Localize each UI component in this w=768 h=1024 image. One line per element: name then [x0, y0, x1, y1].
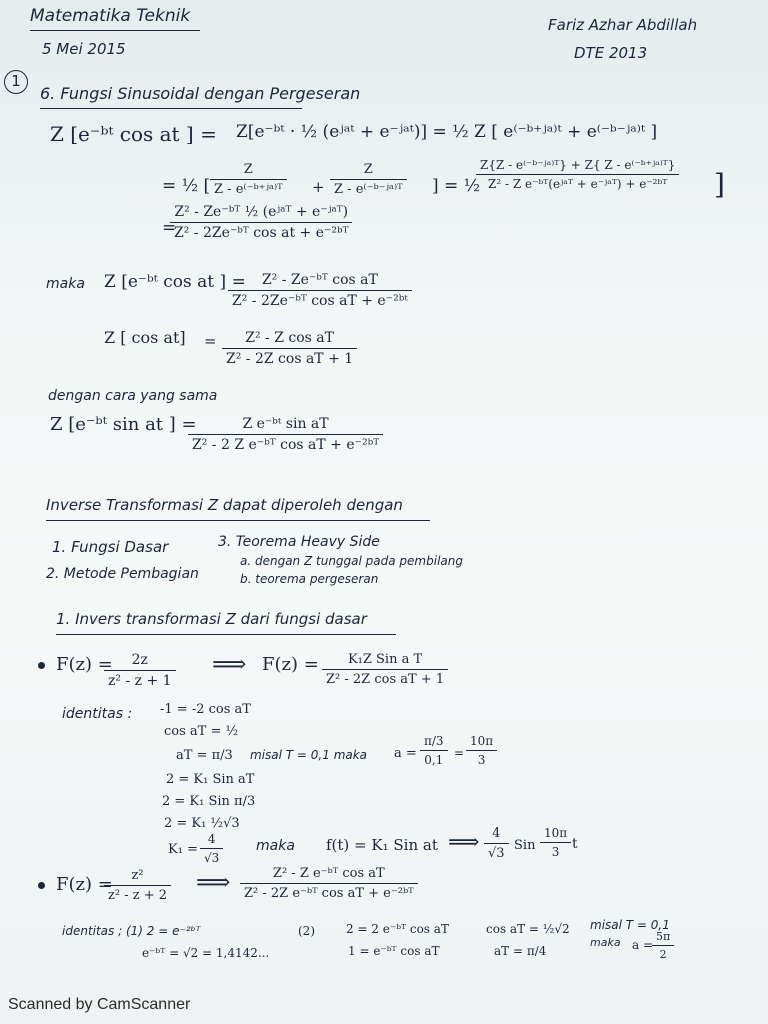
ex2-misal: misal T = 0,1: [590, 918, 670, 932]
ex1-ft-arg-numerator: 10π: [544, 826, 568, 840]
ex1-k1: 2 = K₁ Sin aT: [166, 772, 255, 787]
maka-frac: [228, 272, 412, 309]
deriv-line2-frac1: [210, 162, 287, 197]
ex2-ident-2-label: (2): [298, 924, 315, 938]
ex1-a-frac: [420, 734, 448, 767]
cos-bar: [222, 348, 357, 349]
ex2-maka: maka: [590, 936, 621, 949]
maka-denominator: Z² - 2Ze⁻ᵇᵀ cos aT + e⁻²ᵇᵗ: [232, 293, 408, 309]
ex1-bar: [104, 670, 176, 671]
deriv-line2-frac3: [476, 158, 679, 191]
ex1-k2: 2 = K₁ Sin π/3: [162, 794, 256, 809]
line3-bar: [170, 222, 352, 223]
section-heading-underline: [40, 108, 302, 109]
ex1-k4-numerator: 4: [207, 832, 216, 846]
ex1-rhs-denominator: Z² - 2Z cos aT + 1: [326, 672, 445, 687]
frac2-numerator: Z: [363, 162, 373, 177]
ex1-denominator: z² - z + 1: [108, 673, 172, 689]
frac2-denominator: Z - e⁽⁻ᵇ⁻ʲᵃ⁾ᵀ: [334, 182, 403, 197]
cos-eq: =: [204, 332, 217, 350]
method-3: 3. Teorema Heavy Side: [218, 534, 380, 550]
ex1-arrow: ⟹: [212, 650, 247, 678]
ex1-identitas-label: identitas :: [62, 706, 133, 722]
method-3a: a. dengan Z tunggal pada pembilang: [240, 554, 463, 568]
ex1-a-result: [466, 734, 497, 767]
ex1-maka: maka: [256, 838, 295, 854]
ex2-a-frac: [652, 930, 674, 961]
method-1: 1. Fungsi Dasar: [52, 538, 169, 556]
frac3-bar: [476, 174, 679, 175]
deriv-line3-frac: [170, 204, 352, 241]
maka-numerator: Z² - Ze⁻ᵇᵀ cos aT: [261, 272, 378, 288]
ex2-ident-2b: 1 = e⁻ᵇᵀ cos aT: [348, 944, 440, 958]
frac1-denominator: Z - e⁽⁻ᵇ⁺ʲᵃ⁾ᵀ: [214, 182, 283, 197]
ex1-ft-t: t: [572, 836, 578, 852]
ex2-rhs-frac: [240, 866, 418, 901]
maka-bar: [228, 290, 412, 291]
line3-numerator: Z² - Ze⁻ᵇᵀ ½ (eʲᵃᵀ + e⁻ʲᵃᵀ): [174, 204, 349, 220]
ex2-numerator: z²: [131, 868, 144, 883]
section-number: 1: [4, 70, 28, 94]
cos-numerator: Z² - Z cos aT: [245, 330, 334, 346]
ex1-k3: 2 = K₁ ½√3: [164, 816, 240, 831]
sin-frac: [188, 416, 383, 453]
section-heading: 6. Fungsi Sinusoidal dengan Pergeseran: [40, 84, 361, 103]
maka-lhs: Z [e⁻ᵇᵗ cos at ] =: [104, 272, 246, 292]
ex1-k4-frac: [200, 832, 223, 865]
ex1-ident2: cos aT = ½: [164, 724, 239, 739]
ex2-cos-res: cos aT = ½√2: [486, 922, 570, 936]
deriv-line2-close: ]: [714, 168, 725, 201]
ex2-ident-2a: 2 = 2 e⁻ᵇᵀ cos aT: [346, 922, 449, 936]
ex1-ft-coef-numerator: 4: [492, 826, 501, 841]
ex1-ft-sin: Sin: [514, 838, 536, 853]
subsection-underline: [56, 634, 396, 635]
ex1-ident3: aT = π/3: [176, 748, 233, 763]
ex2-rhs-bar: [240, 883, 418, 884]
cos-frac: [222, 330, 357, 367]
line3-denominator: Z² - 2Ze⁻ᵇᵀ cos at + e⁻²ᵇᵀ: [174, 225, 349, 241]
ex1-a-eq: =: [454, 746, 465, 760]
ex1-ident1: -1 = -2 cos aT: [160, 702, 251, 717]
ex1-ft-arrow: ⟹: [448, 830, 480, 855]
sin-bar: [188, 434, 383, 435]
ex1-ft: f(t) = K₁ Sin at: [326, 836, 438, 854]
ex2-rhs-denominator: Z² - 2Z e⁻ᵇᵀ cos aT + e⁻²ᵇᵀ: [244, 886, 414, 901]
ex1-rhs-lhs: F(z) =: [262, 654, 319, 675]
ex1-k4-bar: [200, 848, 223, 849]
ex1-numerator: 2z: [131, 652, 148, 668]
ex1-a-numerator: π/3: [424, 734, 444, 748]
example1-bullet: [38, 662, 45, 669]
sin-denominator: Z² - 2 Z e⁻ᵇᵀ cos aT + e⁻²ᵇᵀ: [192, 437, 380, 453]
frac1-bar: [210, 179, 287, 180]
ex1-a-result-numerator: 10π: [470, 734, 494, 748]
method-3b: b. teorema pergeseran: [240, 572, 379, 586]
course-title: Matematika Teknik: [30, 6, 191, 26]
deriv-line2-frac2: [330, 162, 407, 197]
ex2-rhs-numerator: Z² - Z e⁻ᵇᵀ cos aT: [272, 866, 385, 881]
cos-denominator: Z² - 2Z cos aT + 1: [226, 351, 354, 367]
ex1-rhs-frac: [322, 652, 448, 687]
ex1-ft-coef-denominator: √3: [488, 846, 505, 861]
frac3-numerator: Z{Z - e⁽⁻ᵇ⁻ʲᵃ⁾ᵀ} + Z{ Z - e⁽⁻ᵇ⁺ʲᵃ⁾ᵀ}: [480, 158, 676, 172]
ex2-arrow: ⟹: [196, 868, 231, 896]
maka-label: maka: [46, 276, 85, 292]
inverse-title: Inverse Transformasi Z dapat diperoleh dengan: [46, 496, 403, 514]
ex1-lhs: F(z) =: [56, 654, 113, 675]
ex1-ft-arg-denominator: 3: [551, 845, 560, 859]
subsection-title: 1. Invers transformasi Z dari fungsi dasar: [56, 610, 367, 628]
deriv-line2-plus: +: [312, 178, 325, 196]
ex1-a-lhs: a =: [394, 746, 417, 761]
sin-lhs: Z [e⁻ᵇᵗ sin at ] =: [50, 414, 197, 435]
ex1-k4-lhs: K₁ =: [168, 842, 198, 857]
ex1-ft-arg-bar: [540, 842, 571, 843]
ex2-a-numerator: 5π: [656, 930, 671, 943]
ex1-rhs-numerator: K₁Z Sin a T: [347, 652, 423, 667]
ex1-misal: misal T = 0,1 maka: [250, 748, 368, 762]
ex2-frac: [104, 868, 171, 903]
ex2-denominator: z² - z + 2: [108, 888, 167, 903]
cos-lhs: Z [ cos at]: [104, 328, 186, 347]
deriv-line1-mid: Z[e⁻ᵇᵗ · ½ (eʲᵃᵗ + e⁻ʲᵃᵗ)] = ½ Z [ e⁽⁻ᵇ⁺ʲᵃ⁾ᵗ + e⁽⁻ᵇ⁻ʲᵃ⁾ᵗ ]: [236, 122, 658, 142]
ex2-a-bar: [652, 945, 674, 946]
ex2-lhs: F(z) =: [56, 874, 113, 895]
ex1-a-result-bar: [466, 750, 497, 751]
deriv-line2-eq: ] = ½: [432, 176, 481, 196]
ex1-a-bar: [420, 750, 448, 751]
ex1-rhs-bar: [322, 669, 448, 670]
ex1-a-denominator: 0,1: [424, 753, 444, 767]
author-name: Fariz Azhar Abdillah: [548, 16, 698, 34]
deriv-line2-prefix: = ½ [: [162, 176, 211, 196]
frac2-bar: [330, 179, 407, 180]
frac3-denominator: Z² - Z e⁻ᵇᵀ(eʲᵃᵀ + e⁻ʲᵃᵀ) + e⁻²ᵇᵀ: [488, 177, 668, 191]
ex1-frac: [104, 652, 176, 689]
example2-bullet: [38, 882, 45, 889]
ex2-bar: [104, 885, 171, 886]
ex2-ident-line2: e⁻ᵇᵀ = √2 = 1,4142...: [142, 946, 270, 960]
same-way-text: dengan cara yang sama: [48, 388, 218, 404]
ex1-ft-arg: [540, 826, 571, 859]
ex2-ident-1: identitas ; (1) 2 = e⁻²ᵇᵀ: [62, 924, 201, 938]
author-class: DTE 2013: [574, 44, 648, 62]
ex1-ft-coef: [484, 826, 509, 861]
date: 5 Mei 2015: [42, 40, 126, 58]
sin-numerator: Z e⁻ᵇᵗ sin aT: [242, 416, 329, 432]
scanner-watermark: Scanned by CamScanner: [8, 996, 191, 1013]
ex2-at-res: aT = π/4: [494, 944, 547, 958]
ex2-a-lhs: a =: [632, 938, 654, 952]
ex1-ft-coef-bar: [484, 843, 509, 844]
ex2-a-denominator: 2: [659, 948, 667, 961]
deriv-line3-eq: =: [162, 218, 177, 238]
inverse-title-underline: [46, 520, 430, 521]
ex1-k4-denominator: √3: [204, 851, 220, 865]
deriv-line1-lhs: Z [e⁻ᵇᵗ cos at ] =: [50, 122, 217, 146]
course-underline: [30, 30, 200, 31]
method-2: 2. Metode Pembagian: [46, 566, 199, 582]
ex1-a-result-denominator: 3: [477, 753, 486, 767]
frac1-numerator: Z: [243, 162, 253, 177]
